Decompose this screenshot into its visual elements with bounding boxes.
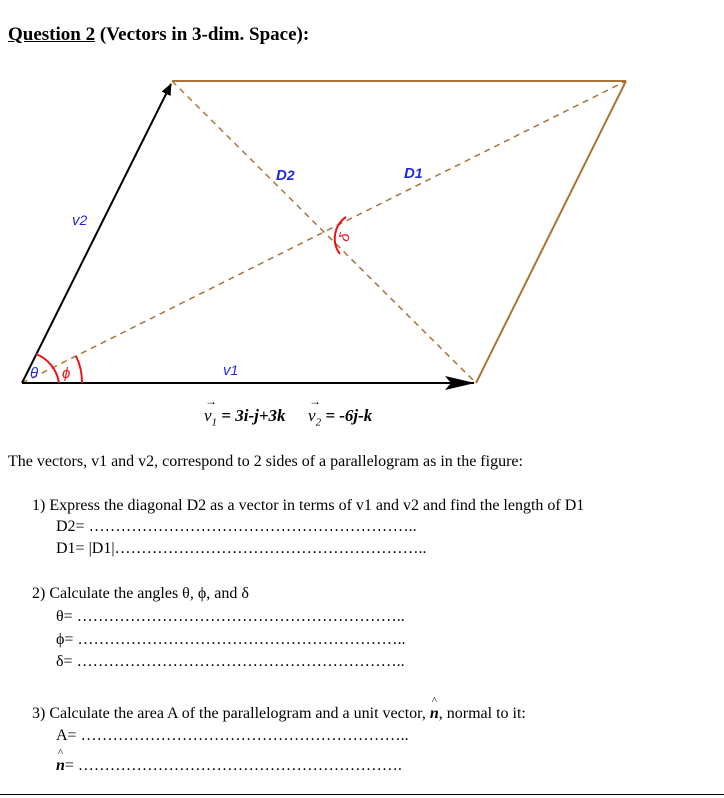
question-1-answer-d2: D2= ……………………………………………………..	[56, 518, 417, 535]
right-side	[476, 81, 626, 383]
phi-label: ϕ	[62, 365, 71, 382]
vector-equations	[204, 394, 373, 429]
question-2-answer-delta: δ= ……………………………………………………..	[56, 653, 405, 670]
theta-label: θ	[30, 365, 39, 382]
question-3-answer-area: A= ……………………………………………………..	[56, 727, 409, 744]
question-3-answer-normal: ^ n= …………………………………………………….	[56, 757, 402, 775]
v2-equation: → $v_2 = -6j-k$	[308, 394, 373, 429]
bottom-divider	[0, 794, 724, 795]
theta-arc	[36, 354, 59, 383]
question-2-answer-theta: θ= ……………………………………………………..	[56, 608, 405, 625]
question-2-text: 2) Calculate the angles θ, ϕ, and δ	[32, 585, 249, 602]
parallelogram-figure	[0, 60, 724, 440]
d1-label: D1	[404, 165, 423, 182]
question-number: Question 2	[8, 24, 96, 45]
v1-equation: → $v_1 = 3i-j+3k$	[204, 394, 286, 429]
v2-label: v2	[72, 212, 88, 229]
question-3-text: 3) Calculate the area A of the parallelogram and a unit vector, ^ n, normal to it:	[32, 705, 526, 723]
vector-v2-arrow	[22, 84, 171, 383]
intro-text: The vectors, v1 and v2, correspond to 2 sides of a parallelogram as in the figure:	[8, 453, 523, 470]
phi-arc	[76, 356, 82, 383]
d2-label: D2	[276, 167, 295, 184]
question-title	[8, 24, 309, 46]
delta-label: δ	[335, 231, 353, 243]
v1-label: v1	[223, 362, 239, 379]
question-1-answer-d1: D1= |D1|…………………………………………………..	[56, 540, 427, 557]
question-topic: (Vectors in 3-dim. Space):	[95, 24, 310, 45]
question-1-text: 1) Express the diagonal D2 as a vector in terms of v1 and v2 and find the length of D1	[32, 497, 585, 514]
diagonal-d2	[172, 81, 476, 383]
question-2-answer-phi: ϕ= ……………………………………………………..	[56, 631, 406, 648]
